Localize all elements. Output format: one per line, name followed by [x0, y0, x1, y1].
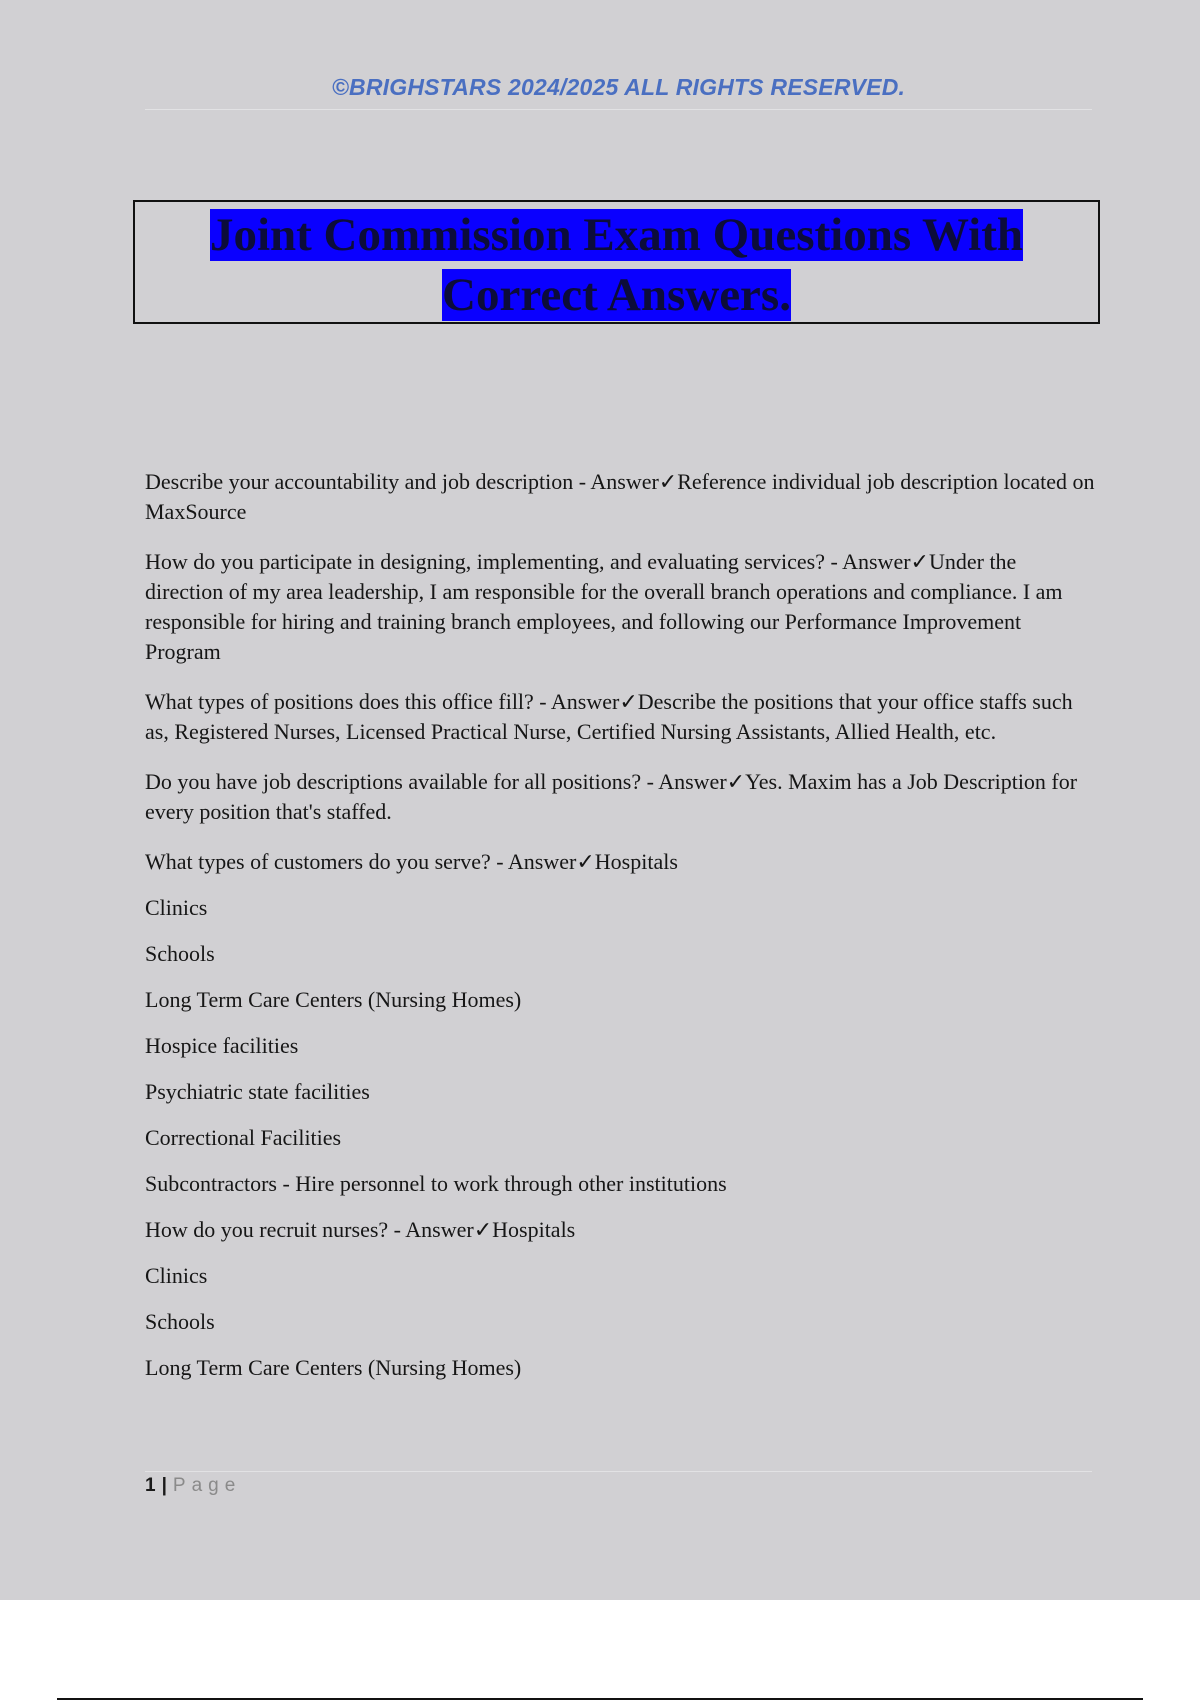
paragraph: What types of customers do you serve? - Answer✓Hospitals: [145, 849, 678, 874]
paragraph: Do you have job descriptions available for all positions? - Answer✓Yes. Maxim has a Job Description for every position that's staffed.: [145, 769, 1078, 824]
list-item: Long Term Care Centers (Nursing Homes): [145, 987, 522, 1012]
page-number: 1: [145, 1475, 156, 1496]
title-box: [133, 200, 1100, 324]
title-line-1: Joint Commission Exam Questions With: [209, 209, 1024, 261]
paragraph: What types of positions does this office fill? - Answer✓Describe the positions that your office staffs such as, Registered Nurses, Licensed Practical Nurse, Certified Nursing Assistants, Allied Health, etc.: [145, 689, 1073, 744]
title-line-2: Correct Answers.: [442, 269, 791, 321]
copyright-header: ©BRIGHSTARS 2024/2025 ALL RIGHTS RESERVED.: [331, 74, 906, 100]
list-item: Psychiatric state facilities: [145, 1079, 370, 1104]
paragraph: Describe your accountability and job description - Answer✓Reference individual job description located on MaxSource: [145, 469, 1095, 524]
document-title: [135, 205, 1098, 325]
list-item: Correctional Facilities: [145, 1125, 342, 1150]
list-item: Schools: [145, 941, 215, 966]
paragraph: How do you participate in designing, implementing, and evaluating services? - Answer✓Under the direction of my area leadership, I am responsible for the overall branch operations and compliance. I am responsible for hiring and training branch employees, and following our Performance Improvement Program: [145, 549, 1063, 664]
footer-divider: [145, 1471, 1092, 1472]
list-item: Hospice facilities: [145, 1033, 299, 1058]
paragraph: How do you recruit nurses? - Answer✓Hospitals: [145, 1217, 576, 1242]
page-footer: [145, 1475, 241, 1497]
list-item: Long Term Care Centers (Nursing Homes): [145, 1355, 522, 1380]
document-body: [145, 467, 1095, 1399]
footer-separator: |: [161, 1475, 167, 1496]
list-item: Clinics: [145, 895, 208, 920]
page-label: Page: [172, 1475, 242, 1496]
header-divider: [145, 109, 1092, 110]
list-item: Schools: [145, 1309, 215, 1334]
list-item: Subcontractors - Hire personnel to work through other institutions: [145, 1171, 727, 1196]
list-item: Clinics: [145, 1263, 208, 1288]
